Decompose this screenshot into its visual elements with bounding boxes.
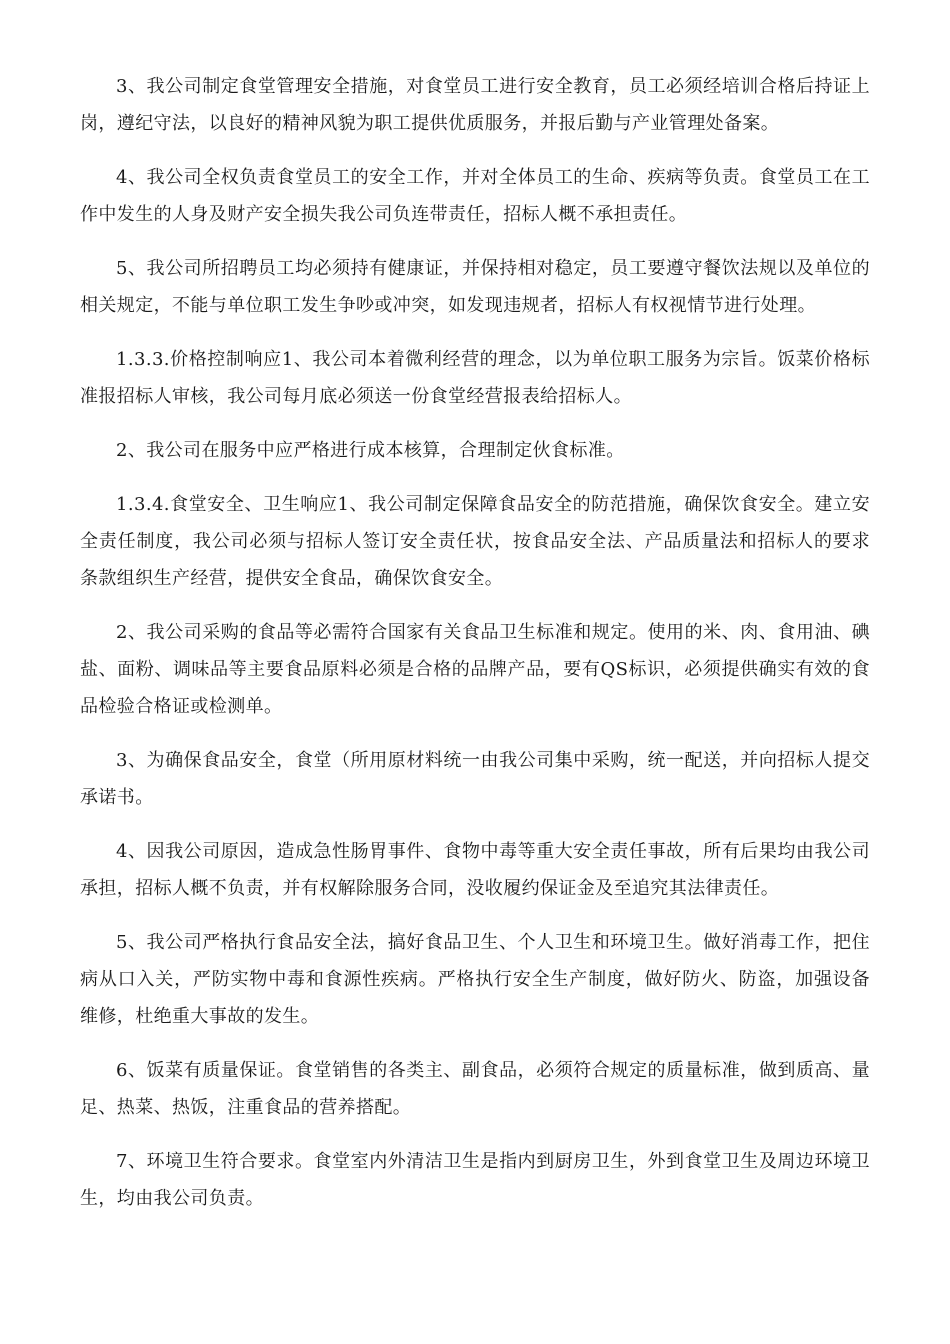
document-page [80,68,870,1234]
paragraph-price-control: 1.3.3.价格控制响应1、我公司本着微利经营的理念，以为单位职工服务为宗旨。饭菜价格标准报招标人审核，我公司每月底必须送一份食堂经营报表给招标人。 [80,349,870,407]
paragraph-meal-quality: 6、饭菜有质量保证。食堂销售的各类主、副食品，必须符合规定的质量标准，做到质高、量足、热菜、热饭，注重食品的营养搭配。 [80,1060,870,1118]
paragraph-food-procurement-standards: 2、我公司采购的食品等必需符合国家有关食品卫生标准和规定。使用的米、肉、食用油、碘盐、面粉、调味品等主要食品原料必须是合格的品牌产品，要有QS标识，必须提供确实有效的食品检验合格证或检测单。 [80,622,870,717]
paragraph-environmental-hygiene: 7、环境卫生符合要求。食堂室内外清洁卫生是指内到厨房卫生，外到食堂卫生及周边环境卫生，均由我公司负责。 [80,1151,870,1209]
paragraph-hygiene-enforcement: 5、我公司严格执行食品安全法，搞好食品卫生、个人卫生和环境卫生。做好消毒工作，把住病从口入关，严防实物中毒和食源性疾病。严格执行安全生产制度，做好防火、防盗，加强设备维修，杜绝重大事故的发生。 [80,932,870,1027]
paragraph-staff-safety-education: 3、我公司制定食堂管理安全措施，对食堂员工进行安全教育，员工必须经培训合格后持证上岗，遵纪守法，以良好的精神风貌为职工提供优质服务，并报后勤与产业管理处备案。 [80,76,870,134]
paragraph-accident-liability: 4、因我公司原因，造成急性肠胃事件、食物中毒等重大安全责任事故，所有后果均由我公司承担，招标人概不负责，并有权解除服务合同，没收履约保证金及至追究其法律责任。 [80,841,870,899]
paragraph-staff-safety-responsibility: 4、我公司全权负责食堂员工的安全工作，并对全体员工的生命、疾病等负责。食堂员工在工作中发生的人身及财产安全损失我公司负连带责任，招标人概不承担责任。 [80,167,870,225]
paragraph-health-certificate: 5、我公司所招聘员工均必须持有健康证，并保持相对稳定，员工要遵守餐饮法规以及单位的相关规定，不能与单位职工发生争吵或冲突，如发现违规者，招标人有权视情节进行处理。 [80,258,870,316]
paragraph-centralized-procurement: 3、为确保食品安全，食堂（所用原材料统一由我公司集中采购，统一配送，并向招标人提交承诺书。 [80,750,870,808]
paragraph-food-safety-measures: 1.3.4.食堂安全、卫生响应1、我公司制定保障食品安全的防范措施，确保饮食安全。建立安全责任制度，我公司必须与招标人签订安全责任状，按食品安全法、产品质量法和招标人的要求条款组织生产经营，提供安全食品，确保饮食安全。 [80,494,870,589]
paragraph-cost-accounting: 2、我公司在服务中应严格进行成本核算，合理制定伙食标准。 [116,440,625,461]
